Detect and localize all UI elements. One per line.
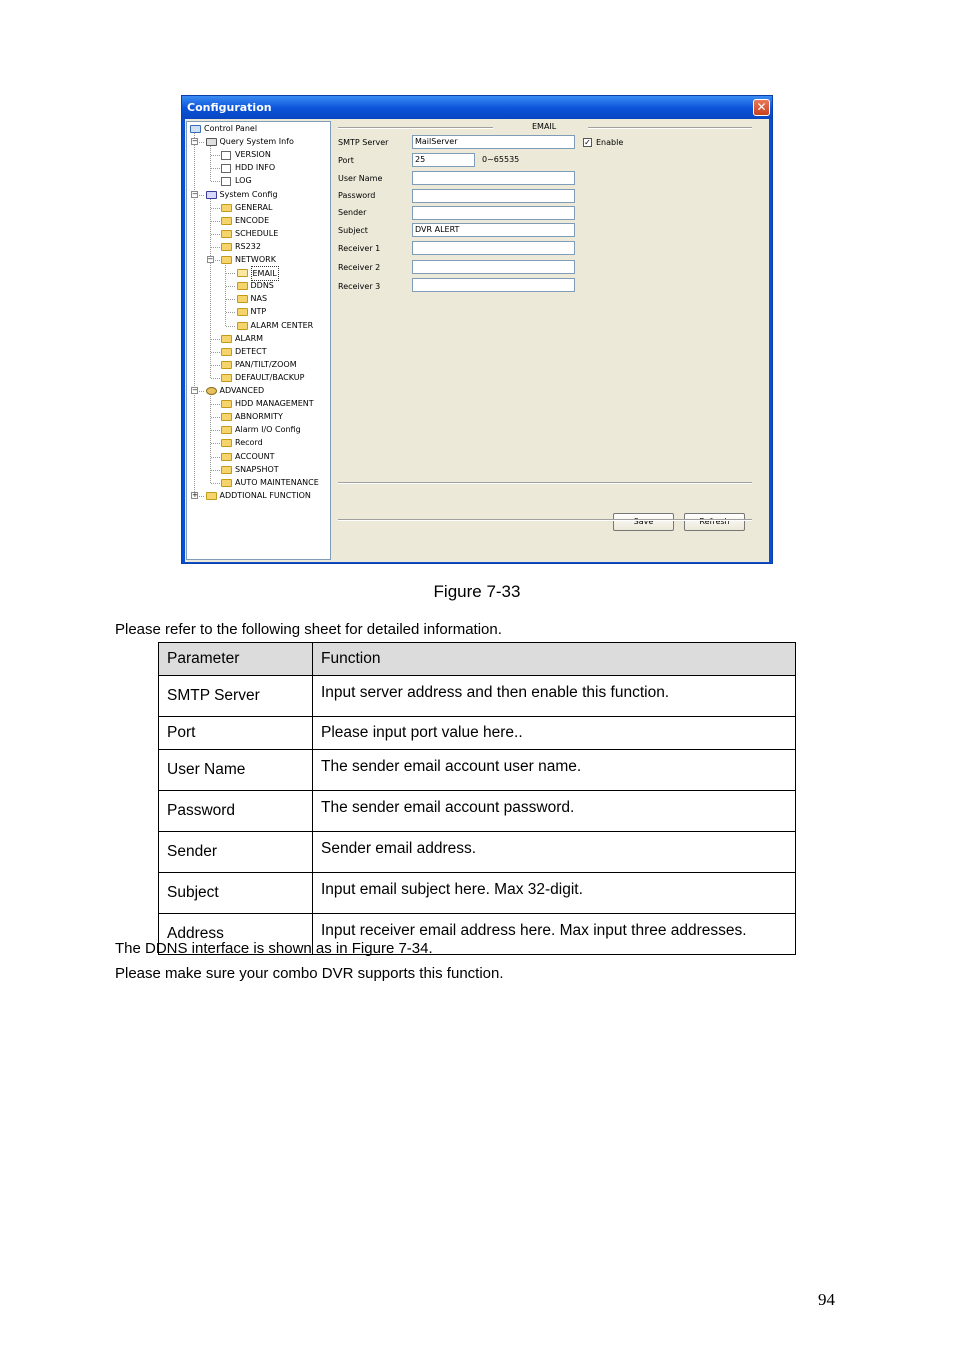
subject-label: Subject xyxy=(338,226,368,235)
tree-connector-line xyxy=(211,181,220,182)
tree-item-label: NETWORK xyxy=(235,255,276,264)
table-cell-function: The sender email account password. xyxy=(313,791,796,832)
tree-item[interactable] xyxy=(187,188,330,201)
tree-item[interactable] xyxy=(187,240,330,253)
tree-connector-line xyxy=(226,273,235,274)
table-cell-function: Sender email address. xyxy=(313,832,796,873)
enable-checkbox[interactable]: ✓ xyxy=(584,138,591,147)
button-divider-top xyxy=(338,482,752,484)
folder-icon xyxy=(221,439,232,447)
tree-item-label: SCHEDULE xyxy=(235,228,279,238)
user-name-field[interactable] xyxy=(412,171,575,185)
receiver1-field[interactable] xyxy=(412,241,575,255)
expand-icon[interactable]: + xyxy=(192,490,198,499)
port-range: 0~65535 xyxy=(482,155,520,164)
enable-label: Enable xyxy=(596,138,624,147)
tree-connector-line xyxy=(211,430,220,431)
folder-icon xyxy=(221,217,232,225)
table-row xyxy=(159,791,796,832)
folder-icon xyxy=(237,308,248,316)
tree-item[interactable] xyxy=(187,266,330,279)
table-cell-parameter: Subject xyxy=(159,873,313,914)
password-label: Password xyxy=(338,191,376,200)
section-divider xyxy=(588,127,752,129)
folder-icon xyxy=(221,361,232,369)
tree-item[interactable] xyxy=(187,489,330,502)
tree-connector-line xyxy=(226,299,235,300)
tree-item[interactable] xyxy=(187,122,330,135)
tree-item-label: Alarm I/O Config xyxy=(235,425,301,435)
table-cell-parameter: Port xyxy=(159,717,313,750)
tree-item[interactable] xyxy=(187,332,330,345)
receiver1-label: Receiver 1 xyxy=(338,244,381,253)
sender-label: Sender xyxy=(338,208,367,217)
tree-item-label: NTP xyxy=(250,307,267,317)
tree-item-label: GENERAL xyxy=(235,202,273,212)
table-cell-parameter: User Name xyxy=(159,750,313,791)
tree-item[interactable] xyxy=(187,148,330,161)
port-field[interactable]: 25 xyxy=(412,153,475,167)
email-form xyxy=(332,119,769,562)
tree-item-label: HDD MANAGEMENT xyxy=(235,399,314,409)
tree-item-label: PAN/TILT/ZOOM xyxy=(235,359,297,369)
tree-item-label: RS232 xyxy=(235,241,261,251)
tree-connector-line xyxy=(211,155,220,156)
table-header-cell: Function xyxy=(313,643,796,676)
folder-icon xyxy=(221,400,232,408)
tree-connector-line xyxy=(211,417,220,418)
tree-connector-line xyxy=(211,378,220,379)
folder-icon xyxy=(221,348,232,356)
close-icon[interactable]: ✕ xyxy=(753,99,770,116)
folder-icon xyxy=(221,230,232,238)
collapse-icon[interactable]: − xyxy=(192,386,198,394)
tree-item-label: NAS xyxy=(250,294,268,304)
table-cell-function: Input server address and then enable this function. xyxy=(313,676,796,717)
table-row xyxy=(159,676,796,717)
tree-item[interactable] xyxy=(187,371,330,384)
document-icon xyxy=(221,164,231,173)
receiver3-label: Receiver 3 xyxy=(338,282,381,291)
tree-item-label: ALARM CENTER xyxy=(250,320,314,330)
tree-item-label: Record xyxy=(235,438,263,448)
table-cell-parameter: Sender xyxy=(159,832,313,873)
tree-connector-line xyxy=(211,365,220,366)
folder-icon xyxy=(237,282,248,290)
table-cell-function: Input email subject here. Max 32-digit. xyxy=(313,873,796,914)
table-cell-function: Input receiver email address here. Max input three addresses. xyxy=(313,914,796,955)
save-button[interactable]: Save xyxy=(613,513,674,531)
page-number: 94 xyxy=(818,1290,835,1309)
control-panel-icon xyxy=(190,125,201,133)
folder-icon xyxy=(221,374,232,382)
folder-icon xyxy=(221,426,232,434)
tree-item-label: EMAIL xyxy=(251,266,279,281)
subject-field[interactable]: DVR ALERT xyxy=(412,223,575,237)
tree-item-label: SNAPSHOT xyxy=(235,464,279,474)
folder-icon xyxy=(221,453,232,461)
tree-connector-line xyxy=(211,221,220,222)
table-header-cell: Parameter xyxy=(159,643,313,676)
folder-icon xyxy=(237,295,248,303)
tree-connector-line xyxy=(211,470,220,471)
tree-connector-line xyxy=(211,352,220,353)
tree-item[interactable] xyxy=(187,384,330,397)
collapse-icon[interactable]: − xyxy=(192,189,198,198)
table-row xyxy=(159,873,796,914)
folder-open-icon xyxy=(237,269,248,277)
tree-item-label: ABNORMITY xyxy=(235,412,283,422)
advanced-icon xyxy=(206,387,217,395)
footer-line-2: Please make sure your combo DVR supports this function. xyxy=(115,965,504,982)
table-cell-function: Please input port value here.. xyxy=(313,717,796,750)
table-header-row xyxy=(159,643,796,676)
tree-item[interactable] xyxy=(187,305,330,318)
folder-icon xyxy=(221,466,232,474)
tree-item-label: ADVANCED xyxy=(219,386,265,395)
folder-icon xyxy=(221,204,232,212)
tree-item[interactable] xyxy=(187,423,330,436)
user-name-label: User Name xyxy=(338,174,383,183)
smtp-server-label: SMTP Server xyxy=(338,138,389,147)
document-icon xyxy=(221,151,231,160)
section-title: EMAIL xyxy=(532,122,557,131)
tree-item-label: ACCOUNT xyxy=(235,451,275,461)
window-client xyxy=(185,119,769,562)
tree-item[interactable] xyxy=(187,436,330,449)
tree-connector-line xyxy=(226,326,235,327)
tree-item[interactable] xyxy=(187,279,330,292)
tree-connector-line xyxy=(211,339,220,340)
port-label: Port xyxy=(338,156,354,165)
folder-icon xyxy=(221,335,232,343)
tree-item-label: HDD INFO xyxy=(235,163,276,173)
tree-connector-line xyxy=(211,443,220,444)
tree-item-label: ALARM xyxy=(235,333,264,343)
query-info-icon xyxy=(206,138,217,146)
tree-item[interactable] xyxy=(187,292,330,305)
tree-item-label: LOG xyxy=(235,176,252,186)
collapse-icon[interactable]: − xyxy=(207,255,214,263)
figure-caption: Figure 7-33 xyxy=(433,582,521,601)
config-tree xyxy=(186,121,331,560)
document-icon xyxy=(221,177,231,186)
table-row xyxy=(159,832,796,873)
folder-icon xyxy=(221,413,232,421)
window-title: Configuration xyxy=(187,101,272,114)
collapse-icon[interactable]: − xyxy=(192,137,198,146)
tree-connector-line xyxy=(211,483,220,484)
tree-item[interactable] xyxy=(187,345,330,358)
table-cell-parameter: Password xyxy=(159,791,313,832)
tree-item[interactable] xyxy=(187,227,330,240)
tree-item[interactable] xyxy=(187,397,330,410)
tree-connector-line xyxy=(226,286,235,287)
section-divider xyxy=(338,127,493,129)
parameter-table xyxy=(158,642,796,955)
tree-connector-line xyxy=(226,312,235,313)
tree-item[interactable] xyxy=(187,201,330,214)
tree-connector-line xyxy=(211,457,220,458)
tree-connector-line xyxy=(211,404,220,405)
configuration-window xyxy=(181,95,773,564)
tree-item[interactable] xyxy=(187,476,330,489)
tree-item-label: DEFAULT/BACKUP xyxy=(235,372,305,382)
tree-item-label: ENCODE xyxy=(235,215,270,225)
tree-item[interactable] xyxy=(187,253,330,266)
tree-item-label: Query System Info xyxy=(219,137,294,147)
system-config-icon xyxy=(206,191,217,199)
smtp-server-field[interactable]: MailServer xyxy=(412,135,575,149)
folder-icon xyxy=(237,322,248,330)
table-row xyxy=(159,750,796,791)
tree-item-label: DETECT xyxy=(235,346,267,356)
refresh-button[interactable]: Refresh xyxy=(684,513,745,531)
tree-connector-line xyxy=(211,208,220,209)
tree-item[interactable] xyxy=(187,135,330,148)
tree-item[interactable] xyxy=(187,161,330,174)
tree-connector-line xyxy=(211,247,220,248)
tree-item[interactable] xyxy=(187,319,330,332)
tree-connector-line xyxy=(211,234,220,235)
password-field[interactable] xyxy=(412,189,575,203)
table-cell-parameter: SMTP Server xyxy=(159,676,313,717)
folder-icon xyxy=(221,256,232,264)
tree-item-label: DDNS xyxy=(250,281,274,291)
folder-icon xyxy=(206,492,217,500)
intro-paragraph: Please refer to the following sheet for detailed information. xyxy=(115,621,502,638)
tree-item[interactable] xyxy=(187,410,330,423)
footer-line-1: The DDNS interface is shown as in Figure 7-34. xyxy=(115,940,433,957)
receiver2-field[interactable] xyxy=(412,260,575,274)
table-row xyxy=(159,717,796,750)
table-cell-function: The sender email account user name. xyxy=(313,750,796,791)
tree-connector-line xyxy=(211,168,220,169)
folder-icon xyxy=(221,479,232,487)
tree-item[interactable] xyxy=(187,214,330,227)
tree-item-label: AUTO MAINTENANCE xyxy=(235,477,319,487)
tree-item-label: Control Panel xyxy=(204,124,258,133)
tree-item-label: VERSION xyxy=(235,150,271,160)
tree-item[interactable] xyxy=(187,358,330,371)
receiver2-label: Receiver 2 xyxy=(338,263,381,272)
tree-item-label: System Config xyxy=(219,189,278,199)
receiver3-field[interactable] xyxy=(412,278,575,292)
tree-item[interactable] xyxy=(187,174,330,187)
button-divider-bottom xyxy=(338,519,752,521)
window-titlebar[interactable] xyxy=(182,96,772,119)
folder-icon xyxy=(221,243,232,251)
tree-item[interactable] xyxy=(187,450,330,463)
sender-field[interactable] xyxy=(412,206,575,220)
tree-item[interactable] xyxy=(187,463,330,476)
tree-item-label: ADDTIONAL FUNCTION xyxy=(219,490,311,500)
table-cell-parameter: Address xyxy=(159,914,313,955)
